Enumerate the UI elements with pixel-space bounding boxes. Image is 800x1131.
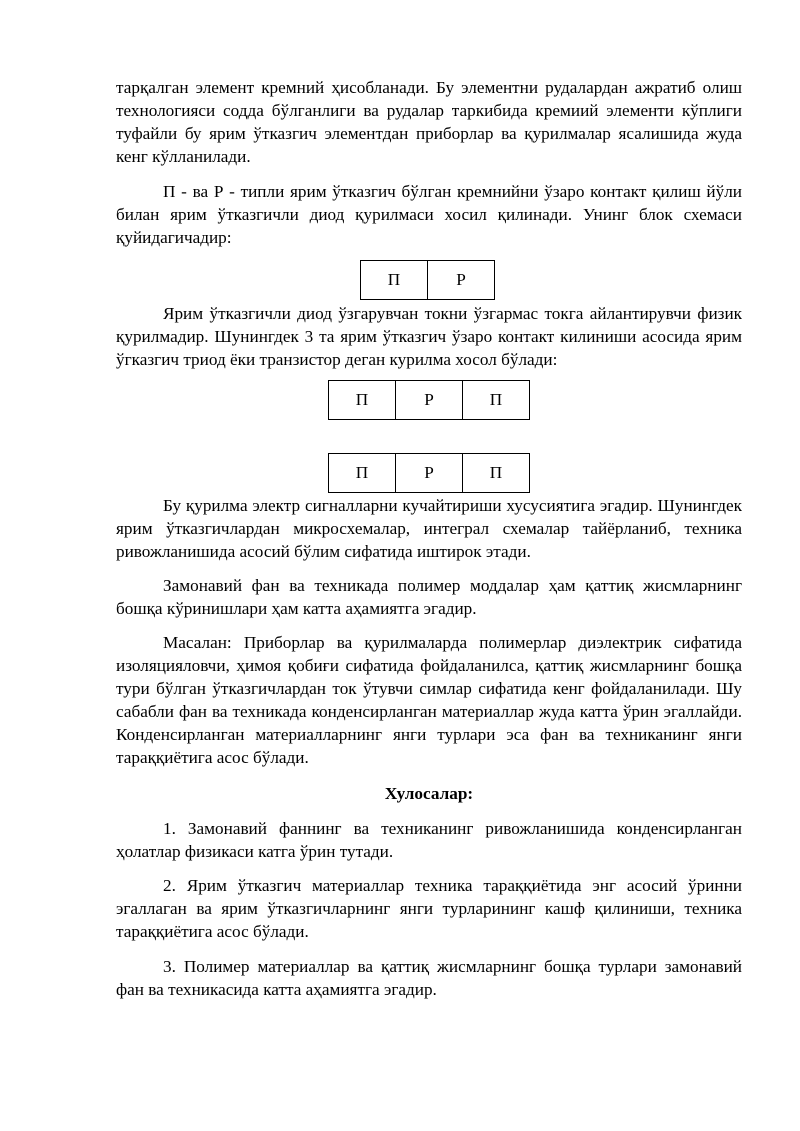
transistor-2-cell-p-right: П xyxy=(462,454,529,492)
conclusion-item-2: 2. Ярим ўтказгич материаллар техника тараққиётида энг асосий ўринни эгаллаган ва ярим ўтказгичларнинг янги турларининг кашф қилиниши, техника тараққиётига асос бўлади. xyxy=(116,876,742,941)
diode-cell-p: П xyxy=(387,270,401,289)
paragraph-diode-transistor: Ярим ўтказгичли диод ўзгарувчан токни ўзгармас токга айлантирувчи физик қурилмадир. Шунингдек 3 та ярим ўтказгич ўзаро контакт килиниши асосида ярим ўгказгич триод ёки транзистор деган курилма хосол бўлади: xyxy=(116,304,742,369)
conclusion-item-3: 3. Полимер материаллар ва қаттиқ жисмларнинг бошқа турлари замонавий фан ва техникасида катта аҳамиятга эгадир. xyxy=(116,957,742,999)
diode-cell-r: Р xyxy=(427,261,494,299)
paragraph-signal-amplification: Бу қурилма электр сигналларни кучайтириши хусусиятига эгадир. Шунингдек ярим ўтказгичлардан микросхемалар, интеграл схемалар тайёрланиб, техника ривожланишида асосий бўлим сифатида иштирок этади. xyxy=(116,496,742,561)
conclusion-item-1: 1. Замонавий фаннинг ва техниканинг ривожланишида конденсирланган ҳолатлар физикаси катга ўрин тутади. xyxy=(116,819,742,861)
transistor-block-diagram-1 xyxy=(328,380,530,420)
paragraph-silicon-intro: тарқалган элемент кремний ҳисобланади. Бу элементни рудалардан ажратиб олиш технологияси содда бўлганлиги ва рудалар таркибида кремиий элементи кўплиги туфайли бу ярим ўтказгич элементдан приборлар ва қурилмалар ясалишида жуда кенг кўлланилади. xyxy=(116,78,742,166)
transistor-2-cell-p-left: П xyxy=(355,463,369,482)
diode-block-diagram xyxy=(360,260,495,300)
transistor-block-diagram-2 xyxy=(328,453,530,493)
paragraph-polymers: Замонавий фан ва техникада полимер моддалар ҳам қаттиқ жисмларнинг бошқа кўринишлари ҳам катта аҳамиятга эгадир. xyxy=(116,576,742,618)
transistor-1-cell-p-right: П xyxy=(462,381,529,419)
conclusions-heading: Хулосалар: xyxy=(384,784,474,803)
transistor-1-cell-p-left: П xyxy=(355,390,369,409)
transistor-1-cell-r: Р xyxy=(395,381,462,419)
paragraph-diode-formation: П - ва Р - типли ярим ўтказгич бўлган кремнийни ўзаро контакт қилиш йўли билан ярим ўтказгичли диод қурилмаси хосил қилинади. Унинг блок схемаси қуйидагичадир: xyxy=(116,182,742,247)
transistor-2-cell-r: Р xyxy=(395,454,462,492)
paragraph-example: Масалан: Приборлар ва қурилмаларда полимерлар диэлектрик сифатида изоляцияловчи, ҳимоя қобиғи сифатида фойдаланилса, қаттиқ жисмларнинг бошқа тури бўлган ўтказгичлардан ток ўтувчи симлар сифатида кенг фойдаланилади. Шу сабабли фан ва техникада конденсирланган материаллар жуда катта ўрин эгаллайди. Конденсирланган материалларнинг янги турлари эса фан ва техниканинг янги тараққиётига асос бўлади. xyxy=(116,633,742,767)
